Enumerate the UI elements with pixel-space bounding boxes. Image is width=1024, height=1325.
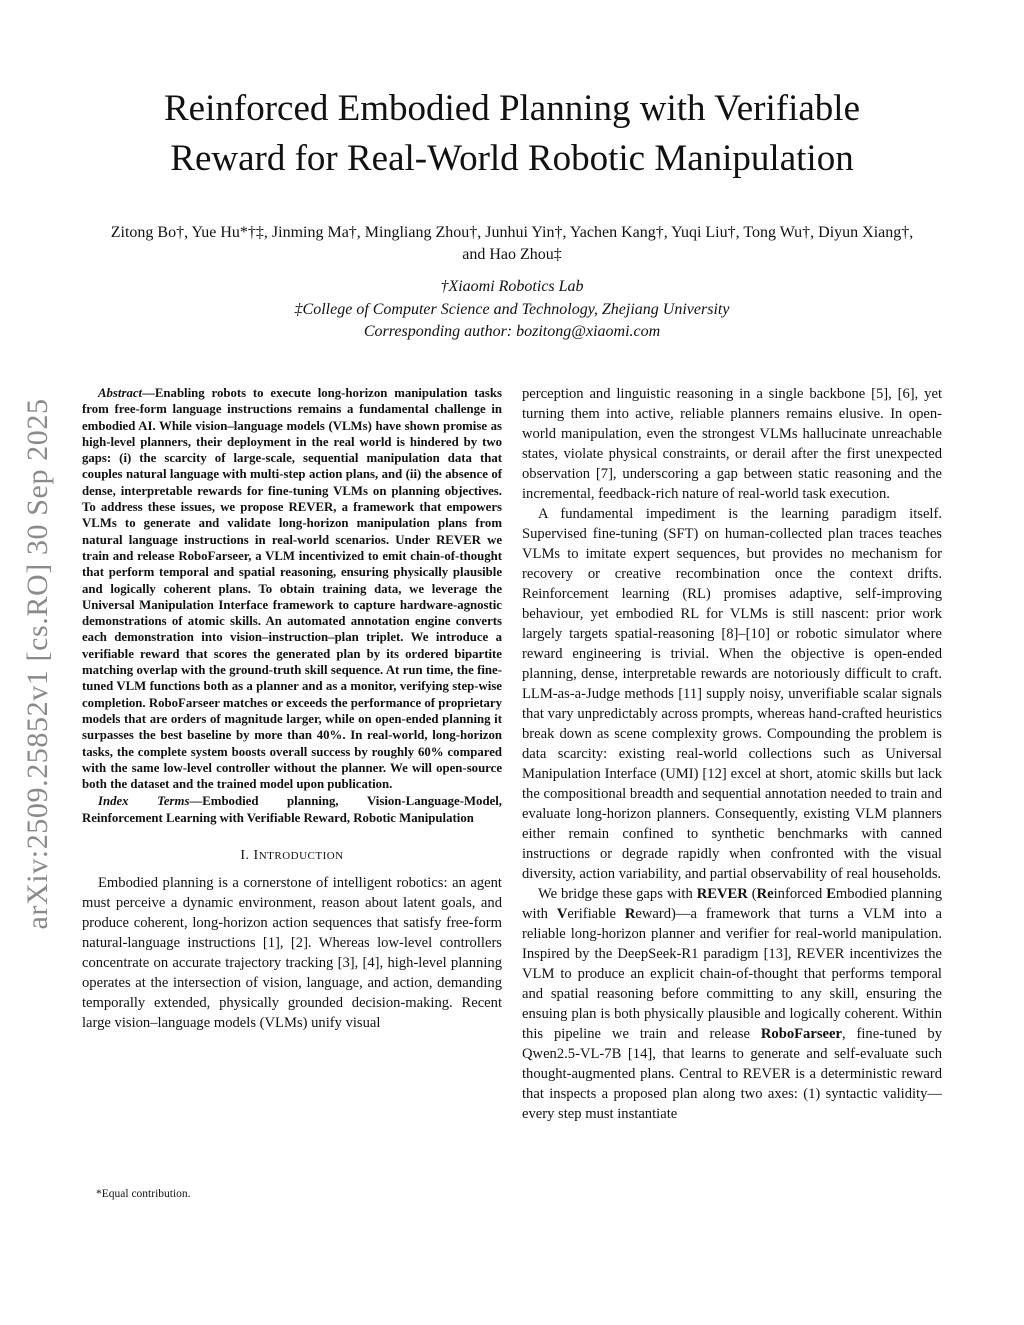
corresponding-author: Corresponding author: bozitong@xiaomi.com bbox=[363, 323, 661, 340]
section-initial: I bbox=[253, 848, 259, 864]
author-list bbox=[70, 222, 954, 266]
acronym-r: R bbox=[624, 906, 636, 922]
footnote-equal-contribution: *Equal contribution. bbox=[96, 1188, 191, 1200]
affiliation-college: ‡College of Computer Science and Technology, Zhejiang University bbox=[294, 301, 730, 318]
acronym-re: Re bbox=[756, 886, 774, 902]
authors-line-2: and Hao Zhou‡ bbox=[462, 246, 562, 263]
intro-paragraph-2: A fundamental impediment is the learning paradigm itself. Supervised fine-tuning (SFT) on human-collected plan traces teaches VLMs to imitate expert sequences, but provides no mechanism for recovery or creative recombination once the context drifts. Reinforcement learning (RL) promises adaptive, self-improving behaviour, yet embodied RL for VLMs is still nascent: prior work largely targets spatial-reasoning [8]–[10] or robotic simulator where reward engineering is trivial. When the objective is open-ended planning, dense, interpretable rewards are notoriously difficult to craft. LLM-as-a-Judge methods [11] supply noisy, unverifiable scalar signals that vary unpredictably across prompts, whereas hand-crafted heuristics break down as scene complexity grows. Compounding the problem is data scarcity: existing real-world collections such as Universal Manipulation Interface (UMI) [12] excel at short, atomic skills but lack the compositional breadth and sequential annotation needed to train and evaluate long-horizon planners. Consequently, existing VLM planners either remain confined to synthetic benchmarks with canned instructions or degrade rapidly when confronted with the visual diversity, action variability, and partial observability of real households. bbox=[522, 506, 942, 882]
p3-text-h: , fine-tuned by Qwen2.5-VL-7B [14], that learns to generate and self-evaluate such thought-augmented plans. Central to REVER is a deterministic reward that inspects a proposed plan along two axes: (1) syntactic validity—every step must instantiate bbox=[522, 1026, 942, 1122]
title-line-2: Reward for Real-World Robotic Manipulation bbox=[170, 138, 854, 179]
p3-text-g: eward)—a framework that turns a VLM into a reliable long-horizon planner and verifier for real-world manipulation. Inspired by the DeepSeek-R1 paradigm [13], REVER incentivizes the VLM to produce an explicit chain-of-thought that performs temporal and spatial reasoning before committing to any skill, ensuring the ensuing plan is both physically plausible and logically coherent. Within this pipeline we train and release bbox=[522, 906, 942, 1042]
rever-name: REVER bbox=[696, 886, 748, 902]
authors-line-1: Zitong Bo†, Yue Hu*†‡, Jinming Ma†, Mingliang Zhou†, Junhui Yin†, Yachen Kang†, Yuqi Liu†, Tong Wu†, Diyun Xiang†, bbox=[110, 224, 914, 241]
abstract-label: Abstract bbox=[98, 386, 143, 400]
paper-title bbox=[100, 84, 924, 184]
index-terms-label: Index Terms bbox=[98, 794, 190, 809]
acronym-e: E bbox=[826, 886, 836, 902]
index-terms bbox=[82, 793, 502, 826]
robofarseer-name: RoboFarseer bbox=[760, 1026, 842, 1042]
arxiv-stamp-text: arXiv:2509.25852v1 [cs.RO] 30 Sep 2025 bbox=[21, 398, 54, 930]
abstract bbox=[82, 385, 502, 792]
section-heading-introduction bbox=[82, 848, 502, 864]
index-terms-text: —Embodied planning, Vision-Language-Model, Reinforcement Learning with Verifiable Reward, Robotic Manipulation bbox=[82, 794, 503, 825]
p3-text-d: mbodied planning with bbox=[522, 886, 942, 922]
p3-text-a: We bridge these gaps with bbox=[538, 886, 697, 902]
title-line-1: Reinforced Embodied Planning with Verifiable bbox=[164, 88, 860, 129]
intro-paragraph-continued: perception and linguistic reasoning in a single backbone [5], [6], yet turning them into active, reliable planners remains elusive. In open-world manipulation, even the strongest VLMs hallucinate unreachable states, violate physical constraints, or derail after the first unexpected observation [7], underscoring a gap between static reasoning and the incremental, feedback-rich nature of real-world task execution. bbox=[522, 386, 942, 502]
affiliation-lab: †Xiaomi Robotics Lab bbox=[440, 278, 584, 295]
section-number: I. bbox=[240, 848, 250, 864]
intro-paragraph-1: Embodied planning is a cornerstone of intelligent robotics: an agent must perceive a dynamic environment, reason about latent goals, and produce coherent, long-horizon action sequences that satisfy free-form natural-language instructions [1], [2]. Whereas low-level controllers concentrate on accurate trajectory tracking [3], [4], high-level planning operates at the intersection of vision, language, and action, demanding temporally extended, physically grounded decision-making. Recent large vision–language models (VLMs) unify visual bbox=[82, 875, 502, 1032]
left-column bbox=[82, 385, 502, 1033]
acronym-v: V bbox=[556, 906, 568, 922]
section-title-rest: NTRODUCTION bbox=[258, 850, 344, 863]
arxiv-identifier-stamp bbox=[8, 372, 68, 957]
abstract-text: —Enabling robots to execute long-horizon manipulation tasks from free-form language instructions remains a fundamental challenge in embodied AI. While vision–language models (VLMs) have shown promise as high-level planners, their deployment in the real world is hindered by two gaps: (i) the scarcity of large-scale, sequential manipulation data that couples natural language with multi-step action plans, and (ii) the absence of dense, interpretable rewards for fine-tuning VLMs on planning objectives. To address these issues, we propose REVER, a framework that empowers VLMs to generate and validate long-horizon manipulation plans from natural language instructions in real-world scenarios. Under REVER we train and release RoboFarseer, a VLM incentivized to emit chain-of-thought that perform temporal and spatial reasoning, ensuring physically plausible and logically coherent plans. To obtain training data, we leverage the Universal Manipulation Interface framework to capture hardware-agnostic demonstrations of atomic skills. An automated annotation engine converts each demonstration into vision–instruction–plan triplet. We introduce a verifiable reward that scores the generated plan by its ordered bipartite matching overlap with the ground-truth skill sequence. At run time, the fine-tuned VLM functions both as a planner and as a monitor, verifying step-wise completion. RoboFarseer matches or exceeds the performance of proprietary models that are orders of magnitude larger, while on open-ended planning it surpasses the best baseline by more than 40%. In real-world, long-horizon tasks, the complete system boosts overall success by roughly 60% compared with the same low-level controller without the planner. We will open-source both the dataset and the trained model upon publication. bbox=[82, 386, 502, 792]
right-column bbox=[522, 384, 942, 1124]
p3-text-c: inforced bbox=[773, 886, 827, 902]
intro-paragraph-3 bbox=[522, 884, 942, 1124]
p3-text-b: ( bbox=[747, 886, 757, 902]
p3-text-f: erifiable bbox=[567, 906, 625, 922]
